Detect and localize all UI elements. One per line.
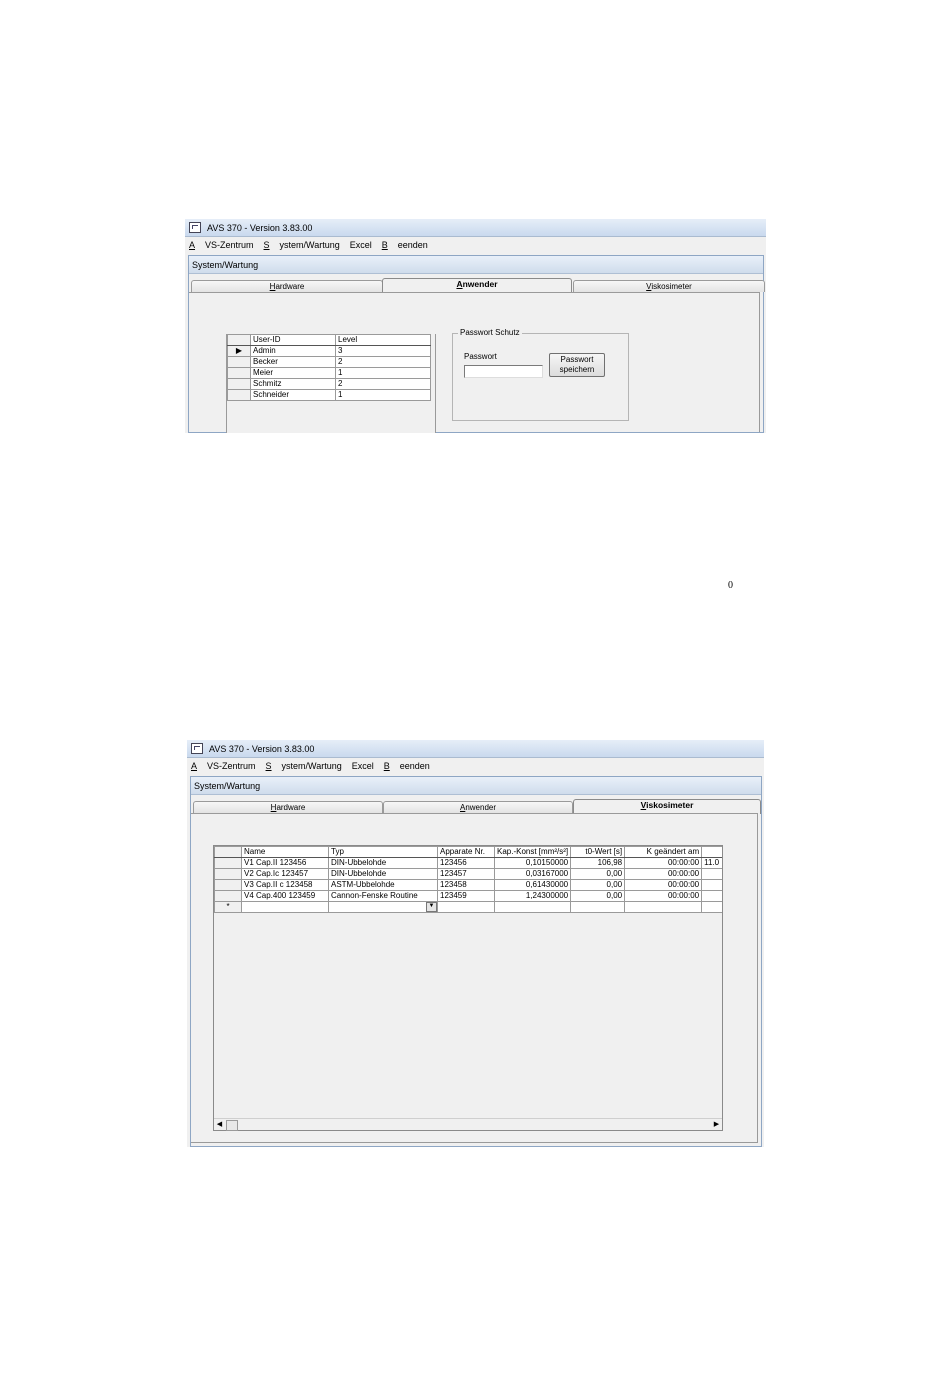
app-icon — [189, 222, 201, 233]
apparatus-number-cell[interactable] — [438, 902, 495, 913]
new-row-marker: * — [215, 902, 242, 913]
column-header[interactable] — [702, 847, 722, 858]
new-row[interactable] — [215, 902, 723, 913]
stray-text: 0 — [728, 580, 733, 591]
user-id-cell[interactable]: Schneider — [251, 390, 336, 401]
changed-date-cell[interactable]: 00:00:00 — [625, 891, 702, 902]
row-selector[interactable] — [228, 379, 251, 390]
system-wartung-window — [188, 255, 764, 433]
table-row[interactable] — [215, 858, 723, 869]
row-selector[interactable] — [228, 390, 251, 401]
user-id-cell[interactable]: Schmitz — [251, 379, 336, 390]
scroll-left-icon[interactable]: ◀ — [216, 1121, 223, 1128]
tab-strip — [189, 278, 763, 292]
viscometer-grid-viewport — [214, 846, 722, 913]
extra-cell[interactable] — [702, 902, 722, 913]
viscometer-grid-frame — [213, 845, 723, 1131]
name-cell[interactable]: V2 Cap.Ic 123457 — [242, 869, 329, 880]
table-row[interactable] — [228, 390, 431, 401]
user-id-cell[interactable]: Admin — [251, 346, 336, 357]
name-cell[interactable]: V3 Cap.II c 123458 — [242, 880, 329, 891]
extra-cell[interactable] — [702, 880, 722, 891]
row-selector[interactable] — [215, 891, 242, 902]
level-cell[interactable]: 1 — [336, 368, 431, 379]
menu-beenden[interactable]: B eenden — [381, 239, 428, 250]
t0-value-cell[interactable]: 106,98 — [571, 858, 625, 869]
changed-date-cell[interactable]: 00:00:00 — [625, 880, 702, 891]
type-cell[interactable]: ASTM-Ubbelohde — [329, 880, 438, 891]
tab-hardware[interactable]: Hardware — [191, 280, 383, 292]
table-row[interactable] — [215, 880, 723, 891]
scroll-right-icon[interactable]: ▶ — [713, 1121, 720, 1128]
table-row[interactable] — [228, 368, 431, 379]
column-header[interactable]: Typ — [329, 847, 438, 858]
name-cell[interactable] — [242, 902, 329, 913]
level-cell[interactable]: 3 — [336, 346, 431, 357]
viscometer-table-header — [215, 847, 723, 858]
apparatus-number-cell[interactable]: 123459 — [438, 891, 495, 902]
changed-date-cell[interactable]: 00:00:00 — [625, 869, 702, 880]
column-header[interactable]: Apparate Nr. — [438, 847, 495, 858]
menu-excel[interactable]: Excel — [349, 239, 372, 250]
tab-hardware[interactable]: Hardware — [193, 801, 383, 813]
scroll-thumb[interactable] — [226, 1120, 238, 1131]
user-grid-frame — [226, 334, 436, 433]
user-table — [227, 334, 431, 401]
table-row[interactable] — [228, 357, 431, 368]
apparatus-number-cell[interactable]: 123458 — [438, 880, 495, 891]
row-selector[interactable] — [228, 357, 251, 368]
title-bar — [185, 219, 766, 237]
column-header[interactable]: User-ID — [251, 335, 336, 346]
password-input[interactable] — [464, 365, 543, 378]
level-cell[interactable]: 2 — [336, 357, 431, 368]
tab-anwender[interactable]: Anwender — [383, 801, 573, 813]
name-cell[interactable]: V1 Cap.II 123456 — [242, 858, 329, 869]
user-table-header — [228, 335, 431, 346]
user-id-cell[interactable]: Becker — [251, 357, 336, 368]
window-title: AVS 370 - Version 3.83.00 — [207, 222, 313, 233]
save-password-button[interactable] — [549, 353, 605, 377]
dropdown-arrow-icon[interactable]: ▼ — [426, 902, 437, 912]
tab-viskosimeter[interactable]: Viskosimeter — [573, 799, 761, 814]
capillary-constant-cell[interactable]: 1,24300000 — [495, 891, 571, 902]
table-row[interactable] — [228, 379, 431, 390]
row-selector[interactable] — [228, 368, 251, 379]
level-cell[interactable]: 2 — [336, 379, 431, 390]
changed-date-cell[interactable] — [625, 902, 702, 913]
password-label: Passwort — [464, 352, 497, 361]
t0-value-cell[interactable]: 0,00 — [571, 869, 625, 880]
type-cell[interactable]: DIN-Ubbelohde — [329, 869, 438, 880]
viscometer-table — [214, 846, 722, 913]
changed-date-cell[interactable]: 00:00:00 — [625, 858, 702, 869]
table-row[interactable] — [215, 891, 723, 902]
row-selector[interactable] — [215, 858, 242, 869]
column-header[interactable]: Level — [336, 335, 431, 346]
capillary-constant-cell[interactable]: 0,03167000 — [495, 869, 571, 880]
t0-value-cell[interactable]: 0,00 — [571, 880, 625, 891]
password-groupbox — [452, 328, 629, 421]
menu-bar — [187, 758, 764, 773]
extra-cell[interactable] — [702, 891, 722, 902]
system-wartung-window — [190, 776, 762, 1147]
menu-system-wartung[interactable]: S ystem/Wartung — [263, 239, 340, 250]
table-row[interactable] — [228, 346, 431, 357]
screenshot-viskosimeter — [187, 740, 764, 1147]
menu-avs-zentrum[interactable]: A VS-Zentrum — [189, 239, 254, 250]
column-header[interactable]: Kap.-Konst [mm²/s²] — [495, 847, 571, 858]
apparatus-number-cell[interactable]: 123457 — [438, 869, 495, 880]
password-group-label: Passwort Schutz — [460, 328, 520, 337]
app-icon — [191, 743, 203, 754]
level-cell[interactable]: 1 — [336, 390, 431, 401]
menu-bar — [185, 237, 766, 252]
tab-strip — [191, 799, 761, 813]
menu-beenden[interactable]: B eenden — [383, 760, 430, 771]
t0-value-cell[interactable]: 0,00 — [571, 891, 625, 902]
menu-avs-zentrum[interactable]: A VS-Zentrum — [191, 760, 256, 771]
capillary-constant-cell[interactable]: 0,61430000 — [495, 880, 571, 891]
anwender-panel — [189, 292, 760, 432]
type-cell[interactable]: Cannon-Fenske Routine — [329, 891, 438, 902]
tab-anwender[interactable]: Anwender — [382, 278, 572, 293]
capillary-constant-cell[interactable] — [495, 902, 571, 913]
row-selector[interactable] — [215, 880, 242, 891]
table-row[interactable] — [215, 869, 723, 880]
row-selector-arrow-icon[interactable]: ▶ — [228, 346, 251, 357]
inner-window-title: System/Wartung — [191, 777, 761, 795]
menu-excel[interactable]: Excel — [351, 760, 374, 771]
capillary-constant-cell[interactable]: 0,10150000 — [495, 858, 571, 869]
apparatus-number-cell[interactable]: 123456 — [438, 858, 495, 869]
type-cell[interactable]: DIN-Ubbelohde — [329, 858, 438, 869]
row-selector[interactable] — [215, 869, 242, 880]
window-title: AVS 370 - Version 3.83.00 — [209, 743, 315, 754]
user-id-cell[interactable]: Meier — [251, 368, 336, 379]
extra-cell[interactable]: 11.0 — [702, 858, 722, 869]
t0-value-cell[interactable] — [571, 902, 625, 913]
extra-cell[interactable] — [702, 869, 722, 880]
name-cell[interactable]: V4 Cap.400 123459 — [242, 891, 329, 902]
column-header[interactable]: t0-Wert [s] — [571, 847, 625, 858]
inner-window-title: System/Wartung — [189, 256, 763, 274]
type-cell[interactable] — [329, 902, 438, 913]
menu-system-wartung[interactable]: S ystem/Wartung — [265, 760, 342, 771]
tab-viskosimeter[interactable]: Viskosimeter — [573, 280, 765, 292]
horizontal-scrollbar[interactable] — [214, 1118, 722, 1130]
title-bar — [187, 740, 764, 758]
save-password-button-label-2: speichern — [559, 365, 595, 374]
save-password-button-label-1: Passwort — [560, 355, 594, 364]
screenshot-anwender — [185, 219, 766, 433]
column-header[interactable]: K geändert am — [625, 847, 702, 858]
column-header[interactable]: Name — [242, 847, 329, 858]
viskosimeter-panel — [191, 813, 758, 1143]
